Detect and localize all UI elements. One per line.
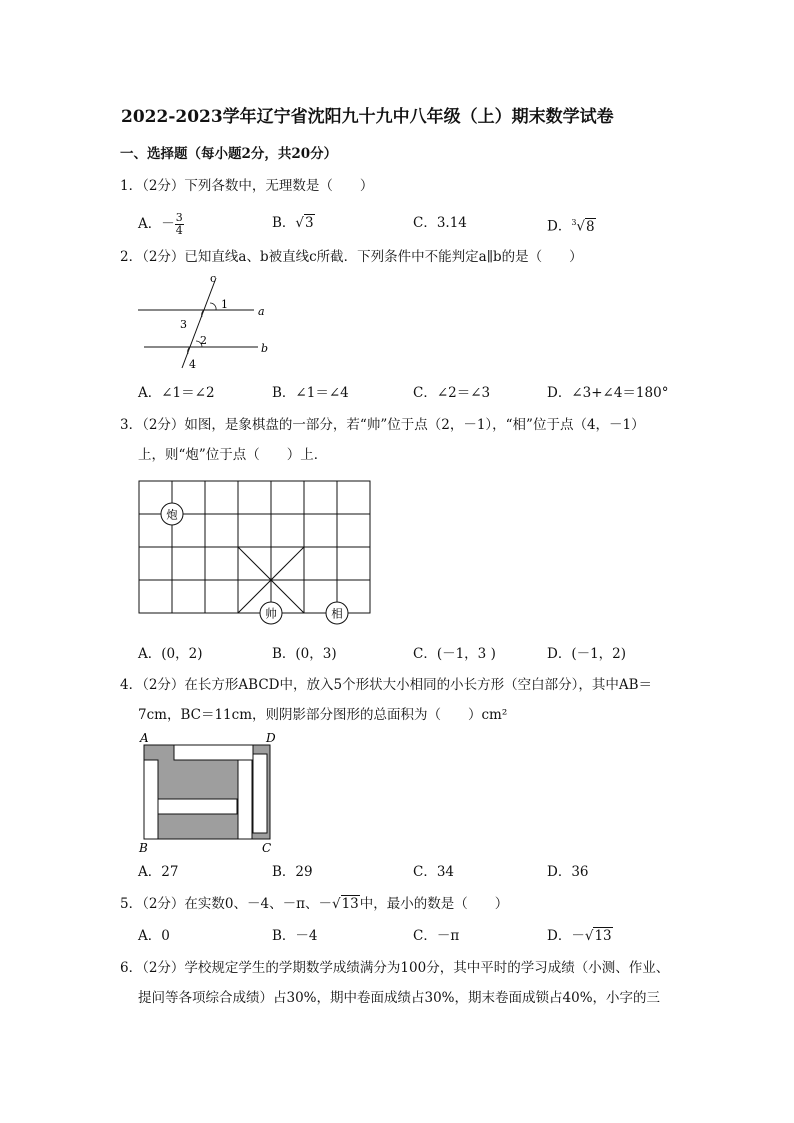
question-6-stem-line2: 提问等各项综合成绩）占30%，期中卷面成绩占30%，期末卷面成锁占40%，小字的三 <box>138 990 661 1006</box>
label-4: 4 <box>189 358 196 371</box>
section-heading: 一、选择题（每小题2分，共20分） <box>120 146 338 162</box>
rectangle-figure <box>136 728 286 858</box>
q4-option-a[interactable]: A．27 <box>138 864 179 880</box>
vertex-b-label: B <box>139 841 148 855</box>
page-title: 2022-2023学年辽宁省沈阳九十九中八年级（上）期末数学试卷 <box>121 107 614 127</box>
q4-option-b[interactable]: B．29 <box>272 864 313 880</box>
q2-option-c[interactable]: C．∠2＝∠3 <box>413 385 491 401</box>
q5-option-a[interactable]: A．0 <box>138 928 170 944</box>
shuai-piece <box>260 602 282 624</box>
chessboard-figure <box>138 480 374 630</box>
q3-option-a[interactable]: A．(0，2) <box>138 646 203 662</box>
question-5-stem <box>120 895 508 913</box>
sqrt-expression: √13 <box>331 896 359 912</box>
question-4-stem-line1: 4．（2分）在长方形ABCD中，放入5个形状大小相同的小长方形（空白部分），其中AB＝ <box>120 677 653 693</box>
vertex-c-label: C <box>262 841 272 855</box>
q3-option-c[interactable]: C．(－1，3 ) <box>413 646 496 662</box>
fraction: $\frac{3}{4}$ <box>175 211 183 237</box>
q5-stem-prefix: 5．（2分）在实数0、－4、－π、－ <box>120 896 332 912</box>
q4-option-c[interactable]: C．34 <box>413 864 455 880</box>
line-c <box>182 278 216 368</box>
svg-text:炮: 炮 <box>166 507 178 522</box>
q4-option-d[interactable]: D．36 <box>547 864 589 880</box>
cube-root-expression: $^3$√8 <box>571 218 595 235</box>
q1-option-a[interactable] <box>138 212 184 237</box>
q1-option-b-prefix: B． <box>272 215 296 231</box>
xiang-piece <box>326 602 348 624</box>
parallel-lines-figure <box>132 270 282 375</box>
q2-option-d[interactable]: D．∠3+∠4＝180° <box>547 385 669 401</box>
label-a: a <box>258 305 265 318</box>
q1-option-b[interactable] <box>272 214 315 232</box>
svg-text:帅: 帅 <box>265 606 277 621</box>
question-3-stem-line2: 上，则“炮”位于点（ ）上． <box>138 447 328 463</box>
q5-option-d[interactable] <box>547 927 613 945</box>
q1-option-a-prefix: A．－ <box>138 216 175 232</box>
vertex-a-label: A <box>140 731 149 745</box>
label-2: 2 <box>200 334 207 347</box>
q5-option-b[interactable]: B．－4 <box>272 928 318 944</box>
q1-option-d-prefix: D． <box>547 218 572 235</box>
q5-option-c[interactable]: C．－π <box>413 928 460 944</box>
q3-option-d[interactable]: D．(－1，2) <box>547 646 627 662</box>
label-c: c <box>210 272 217 285</box>
svg-text:相: 相 <box>331 606 343 621</box>
q1-option-d[interactable] <box>547 214 596 236</box>
label-b: b <box>261 342 269 355</box>
question-6-stem-line1: 6．（2分）学校规定学生的学期数学成绩满分为100分，其中平时的学习成绩（小测、作业、 <box>120 960 670 976</box>
label-3: 3 <box>180 318 187 331</box>
vertex-d-label: D <box>266 731 276 745</box>
angle-1-arc <box>210 303 216 310</box>
q2-option-b[interactable]: B．∠1＝∠4 <box>272 385 349 401</box>
q1-option-c[interactable]: C．3.14 <box>413 215 467 231</box>
question-2-stem: 2．（2分）已知直线a、b被直线c所截．下列条件中不能判定a∥b的是（ ） <box>120 249 583 265</box>
question-1-stem: 1．（2分）下列各数中，无理数是（ ） <box>120 178 374 194</box>
sqrt-expression: √13 <box>584 928 612 944</box>
pao-piece <box>161 503 183 525</box>
q5-option-d-prefix: D．－ <box>547 928 585 944</box>
q2-option-a[interactable]: A．∠1＝∠2 <box>138 385 215 401</box>
question-4-stem-line2: 7cm，BC＝11cm，则阴影部分图形的总面积为（ ）cm² <box>138 707 508 723</box>
label-1: 1 <box>221 298 228 311</box>
q3-option-b[interactable]: B．(0，3) <box>272 646 337 662</box>
q5-stem-suffix: 中，最小的数是（ ） <box>359 896 509 912</box>
question-3-stem-line1: 3．（2分）如图，是象棋盘的一部分，若“帅”位于点（2，－1），“相”位于点（4，－1） <box>120 417 645 433</box>
sqrt-expression: √3 <box>295 215 314 231</box>
